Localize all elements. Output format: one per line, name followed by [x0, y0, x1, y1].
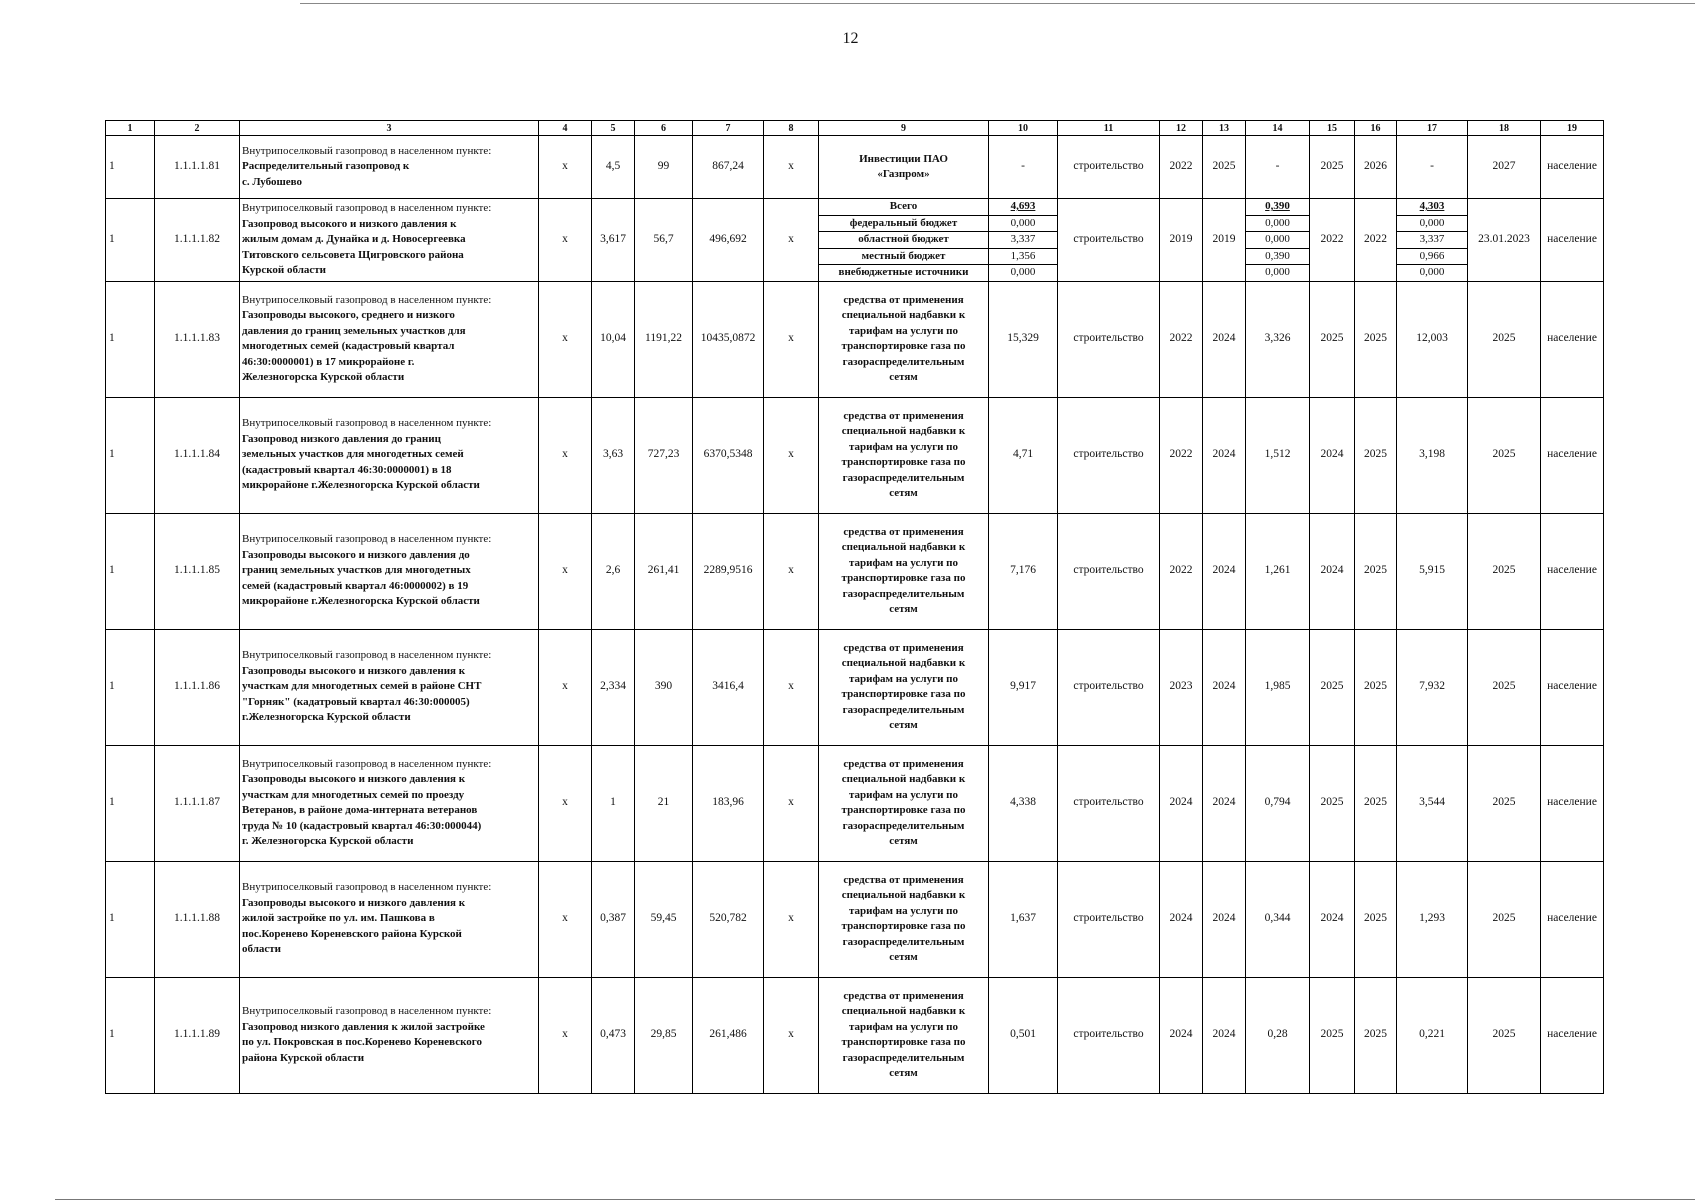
cell-c17: 3,544: [1397, 745, 1468, 861]
cell-c12: 2022: [1160, 397, 1203, 513]
cell-c4: x: [539, 745, 592, 861]
cell-c19: население: [1541, 861, 1604, 977]
funding-source: Инвестиции ПАО «Газпром»: [819, 136, 989, 199]
cell-c13: 2024: [1203, 861, 1246, 977]
cell-c11: строительство: [1058, 629, 1160, 745]
cell-c1: 1: [106, 513, 155, 629]
breakdown-item: 0,000: [1010, 266, 1036, 278]
cell-c18: 2025: [1468, 629, 1541, 745]
cell-c12: 2022: [1160, 136, 1203, 199]
cell-c11: строительство: [1058, 136, 1160, 199]
cell-c8: x: [764, 977, 819, 1093]
cell-c14: -: [1246, 136, 1310, 199]
cell-c16: 2022: [1355, 199, 1397, 282]
cell-c15: 2024: [1310, 861, 1355, 977]
header-cell-12: 12: [1160, 121, 1203, 136]
header-cell-9: 9: [819, 121, 989, 136]
header-cell-11: 11: [1058, 121, 1160, 136]
cell-c15: 2025: [1310, 281, 1355, 397]
cell-c18: 2027: [1468, 136, 1541, 199]
breakdown-item: 0,966: [1397, 249, 1467, 266]
object-name-details: Газопроводы высокого и низкого давления к участкам для многодетных семей по проезду Ветеранов, в районе дома-интерната ветеранов труда № 10 (кадастровый квартал 46:30:000044) г. Железногорска Курской области: [242, 773, 482, 847]
cell-code: 1.1.1.1.83: [155, 281, 240, 397]
cell-c14: 3,326: [1246, 281, 1310, 397]
cell-c14-breakdown: [1246, 199, 1310, 282]
breakdown-item: 4,693: [989, 199, 1057, 216]
cell-c12: 2022: [1160, 281, 1203, 397]
cell-c4: x: [539, 977, 592, 1093]
cell-c8: x: [764, 281, 819, 397]
header-cell-4: 4: [539, 121, 592, 136]
cell-c7: 520,782: [693, 861, 764, 977]
object-name: [240, 199, 539, 282]
cell-code: 1.1.1.1.89: [155, 977, 240, 1093]
cell-c8: x: [764, 136, 819, 199]
cell-c6: 390: [635, 629, 693, 745]
table-row: [106, 199, 1604, 282]
header-cell-3: 3: [240, 121, 539, 136]
cell-c16: 2025: [1355, 629, 1397, 745]
cell-c10: -: [989, 136, 1058, 199]
cell-c11: строительство: [1058, 199, 1160, 282]
cell-c10: 4,71: [989, 397, 1058, 513]
header-cell-14: 14: [1246, 121, 1310, 136]
cell-c12: 2023: [1160, 629, 1203, 745]
object-name-details: Распределительный газопровод к с. Лубошево: [242, 160, 410, 188]
funding-source: средства от применения специальной надбавки к тарифам на услуги по транспортировке газа по газораспределительным сетям: [819, 629, 989, 745]
breakdown-item: 1,356: [989, 249, 1057, 266]
object-name-details: Газопроводы высокого и низкого давления к жилой застройке по ул. им. Пашкова в пос.Кореневo Кореневского района Курской области: [242, 896, 466, 956]
cell-c10: 1,637: [989, 861, 1058, 977]
object-name: [240, 977, 539, 1093]
cell-c17-breakdown: [1397, 199, 1468, 282]
cell-c17: 7,932: [1397, 629, 1468, 745]
breakdown-item: 0,000: [1265, 266, 1290, 278]
cell-c14: 0,794: [1246, 745, 1310, 861]
cell-c18: 2025: [1468, 745, 1541, 861]
cell-c6: 56,7: [635, 199, 693, 282]
cell-c18: 2025: [1468, 977, 1541, 1093]
cell-c13: 2024: [1203, 745, 1246, 861]
cell-code: 1.1.1.1.87: [155, 745, 240, 861]
header-cell-16: 16: [1355, 121, 1397, 136]
cell-c14: 1,512: [1246, 397, 1310, 513]
cell-c4: x: [539, 199, 592, 282]
cell-c13: 2019: [1203, 199, 1246, 282]
page-number: 12: [842, 30, 859, 47]
cell-c5: 4,5: [592, 136, 635, 199]
cell-c18: 2025: [1468, 281, 1541, 397]
cell-c16: 2025: [1355, 281, 1397, 397]
funding-breakdown: [989, 199, 1057, 281]
cell-c12: 2022: [1160, 513, 1203, 629]
cell-c16: 2025: [1355, 745, 1397, 861]
cell-c11: строительство: [1058, 745, 1160, 861]
header-cell-2: 2: [155, 121, 240, 136]
cell-c7: 183,96: [693, 745, 764, 861]
header-cell-19: 19: [1541, 121, 1604, 136]
header-cell-7: 7: [693, 121, 764, 136]
header-cell-6: 6: [635, 121, 693, 136]
cell-c15: 2022: [1310, 199, 1355, 282]
cell-c1: 1: [106, 745, 155, 861]
breakdown-item: 0,000: [1397, 216, 1467, 233]
cell-c1: 1: [106, 281, 155, 397]
table-row: [106, 397, 1604, 513]
cell-c7: 496,692: [693, 199, 764, 282]
cell-c10: 4,338: [989, 745, 1058, 861]
investment-table: [105, 120, 1604, 1094]
cell-c10-breakdown: [989, 199, 1058, 282]
cell-c15: 2025: [1310, 629, 1355, 745]
cell-c5: 2,6: [592, 513, 635, 629]
header-cell-8: 8: [764, 121, 819, 136]
cell-c7: 6370,5348: [693, 397, 764, 513]
cell-c5: 0,387: [592, 861, 635, 977]
cell-c18: 2025: [1468, 513, 1541, 629]
cell-c11: строительство: [1058, 281, 1160, 397]
cell-c13: 2024: [1203, 513, 1246, 629]
header-cell-10: 10: [989, 121, 1058, 136]
cell-c14: 1,261: [1246, 513, 1310, 629]
object-name: [240, 745, 539, 861]
cell-code: 1.1.1.1.85: [155, 513, 240, 629]
cell-c4: x: [539, 629, 592, 745]
cell-c14: 0,344: [1246, 861, 1310, 977]
breakdown-item: 0,000: [1246, 232, 1309, 249]
cell-c14: 0,28: [1246, 977, 1310, 1093]
funding-source: средства от применения специальной надбавки к тарифам на услуги по транспортировке газа по газораспределительным сетям: [819, 513, 989, 629]
cell-c1: 1: [106, 861, 155, 977]
breakdown-item: 0,000: [989, 216, 1057, 233]
cell-c1: 1: [106, 199, 155, 282]
cell-c5: 2,334: [592, 629, 635, 745]
cell-c5: 3,617: [592, 199, 635, 282]
object-name: [240, 136, 539, 199]
header-cell-1: 1: [106, 121, 155, 136]
cell-c17: 12,003: [1397, 281, 1468, 397]
object-name: [240, 861, 539, 977]
cell-code: 1.1.1.1.81: [155, 136, 240, 199]
object-name: [240, 397, 539, 513]
cell-c5: 1: [592, 745, 635, 861]
breakdown-item: федеральный бюджет: [819, 216, 988, 233]
header-cell-5: 5: [592, 121, 635, 136]
object-name: [240, 281, 539, 397]
object-name-details: Газопровод низкого давления до границ земельных участков для многодетных семей (кадастровый квартал 46:30:0000001) в 18 микрорайоне г.Железногорска Курской области: [242, 432, 480, 492]
cell-c19: население: [1541, 513, 1604, 629]
cell-c15: 2024: [1310, 513, 1355, 629]
table-row: [106, 136, 1604, 199]
breakdown-item: внебюджетные источники: [838, 266, 969, 278]
cell-c18: 2025: [1468, 397, 1541, 513]
cell-c4: x: [539, 397, 592, 513]
table-row: [106, 513, 1604, 629]
object-name-type: Внутрипоселковый газопровод в населенном пункте:: [242, 649, 492, 662]
cell-c12: 2024: [1160, 745, 1203, 861]
cell-c10: 9,917: [989, 629, 1058, 745]
funding-source: средства от применения специальной надбавки к тарифам на услуги по транспортировке газа по газораспределительным сетям: [819, 281, 989, 397]
cell-c18: 2025: [1468, 861, 1541, 977]
cell-c6: 29,85: [635, 977, 693, 1093]
breakdown-item: областной бюджет: [819, 232, 988, 249]
cell-c15: 2025: [1310, 977, 1355, 1093]
cell-c19: население: [1541, 199, 1604, 282]
funding-breakdown: [819, 199, 988, 281]
table-row: [106, 745, 1604, 861]
cell-c17: 5,915: [1397, 513, 1468, 629]
funding-breakdown: [1397, 199, 1467, 281]
object-name-type: Внутрипоселковый газопровод в населенном пункте:: [242, 202, 492, 214]
object-name-details: Газопроводы высокого и низкого давления к участкам для многодетных семей в районе СНТ "Горняк" (кадатровый квартал 46:30:000005) г.Железногорска Курской области: [242, 664, 482, 724]
cell-c16: 2025: [1355, 861, 1397, 977]
cell-c8: x: [764, 745, 819, 861]
cell-c6: 59,45: [635, 861, 693, 977]
cell-c11: строительство: [1058, 861, 1160, 977]
cell-c11: строительство: [1058, 513, 1160, 629]
table-row: [106, 281, 1604, 397]
cell-c5: 3,63: [592, 397, 635, 513]
cell-c19: население: [1541, 629, 1604, 745]
cell-c5: 10,04: [592, 281, 635, 397]
cell-c8: x: [764, 861, 819, 977]
cell-c19: население: [1541, 397, 1604, 513]
cell-c8: x: [764, 629, 819, 745]
cell-c8: x: [764, 397, 819, 513]
cell-c13: 2024: [1203, 281, 1246, 397]
breakdown-item: местный бюджет: [819, 249, 988, 266]
cell-c4: x: [539, 136, 592, 199]
cell-c17: 0,221: [1397, 977, 1468, 1093]
cell-c6: 261,41: [635, 513, 693, 629]
breakdown-item: 4,303: [1397, 199, 1467, 216]
cell-c19: население: [1541, 136, 1604, 199]
object-name-details: Газопровод низкого давления к жилой застройке по ул. Покровская в пос.Коренево Кореневского района Курской области: [242, 1020, 485, 1064]
cell-c17: 3,198: [1397, 397, 1468, 513]
object-name-type: Внутрипоселковый газопровод в населенном пункте:: [242, 144, 492, 157]
cell-c4: x: [539, 861, 592, 977]
cell-c15: 2024: [1310, 397, 1355, 513]
cell-c10: 7,176: [989, 513, 1058, 629]
cell-c18: 23.01.2023: [1468, 199, 1541, 282]
object-name: [240, 513, 539, 629]
cell-c14: 1,985: [1246, 629, 1310, 745]
cell-c13: 2024: [1203, 397, 1246, 513]
object-name-type: Внутрипоселковый газопровод в населенном пункте:: [242, 533, 492, 546]
table-row: [106, 629, 1604, 745]
cell-c1: 1: [106, 977, 155, 1093]
cell-code: 1.1.1.1.84: [155, 397, 240, 513]
table-row: [106, 861, 1604, 977]
funding-source: средства от применения специальной надбавки к тарифам на услуги по транспортировке газа по газораспределительным сетям: [819, 977, 989, 1093]
cell-c13: 2025: [1203, 136, 1246, 199]
cell-code: 1.1.1.1.88: [155, 861, 240, 977]
object-name-type: Внутрипоселковый газопровод в населенном пункте:: [242, 881, 492, 894]
breakdown-item: 3,337: [989, 232, 1057, 249]
cell-c11: строительство: [1058, 977, 1160, 1093]
object-name-type: Внутрипоселковый газопровод в населенном пункте:: [242, 757, 492, 770]
object-name-details: Газопроводы высокого и низкого давления до границ земельных участков для многодетных семей (кадастровый квартал 46:0000002) в 19 микрорайоне г.Железногорска Курской области: [242, 548, 480, 608]
breakdown-item: 0,000: [1419, 266, 1445, 278]
header-cell-13: 13: [1203, 121, 1246, 136]
cell-c4: x: [539, 281, 592, 397]
cell-c4: x: [539, 513, 592, 629]
cell-c10: 15,329: [989, 281, 1058, 397]
cell-c7: 2289,9516: [693, 513, 764, 629]
cell-c8: x: [764, 513, 819, 629]
cell-c7: 3416,4: [693, 629, 764, 745]
cell-c15: 2025: [1310, 745, 1355, 861]
cell-c17: -: [1397, 136, 1468, 199]
funding-breakdown: [1246, 199, 1309, 281]
cell-c7: 261,486: [693, 977, 764, 1093]
cell-c19: население: [1541, 745, 1604, 861]
breakdown-item: 3,337: [1397, 232, 1467, 249]
breakdown-item: Всего: [819, 199, 988, 216]
cell-c11: строительство: [1058, 397, 1160, 513]
cell-c17: 1,293: [1397, 861, 1468, 977]
header-row: [106, 121, 1604, 136]
header-cell-17: 17: [1397, 121, 1468, 136]
breakdown-item: 0,000: [1246, 216, 1309, 233]
table-row: [106, 977, 1604, 1093]
header-cell-15: 15: [1310, 121, 1355, 136]
funding-source: средства от применения специальной надбавки к тарифам на услуги по транспортировке газа по газораспределительным сетям: [819, 397, 989, 513]
header-cell-18: 18: [1468, 121, 1541, 136]
cell-c16: 2026: [1355, 136, 1397, 199]
cell-c19: население: [1541, 281, 1604, 397]
object-name-details: Газопроводы высокого, среднего и низкого давления до границ земельных участков для многодетных семей (кадастровый квартал 46:30:0000001) в 17 микрорайоне г. Железногорска Курской области: [242, 309, 466, 383]
cell-c8: x: [764, 199, 819, 282]
cell-c5: 0,473: [592, 977, 635, 1093]
breakdown-item: 0,390: [1246, 199, 1309, 216]
cell-c6: 727,23: [635, 397, 693, 513]
object-name-type: Внутрипоселковый газопровод в населенном пункте:: [242, 417, 492, 430]
cell-c12: 2024: [1160, 977, 1203, 1093]
breakdown-item: 0,390: [1246, 249, 1309, 266]
cell-c13: 2024: [1203, 629, 1246, 745]
cell-code: 1.1.1.1.86: [155, 629, 240, 745]
cell-c9-breakdown: [819, 199, 989, 282]
cell-c13: 2024: [1203, 977, 1246, 1093]
object-name-details: Газопровод высокого и низкого давления к жилым домам д. Дунайка и д. Новосергеевка Титовского сельсовета Щигровского района Курской области: [242, 217, 466, 276]
cell-c6: 1191,22: [635, 281, 693, 397]
cell-c19: население: [1541, 977, 1604, 1093]
cell-c1: 1: [106, 397, 155, 513]
cell-c12: 2024: [1160, 861, 1203, 977]
object-name-type: Внутрипоселковый газопровод в населенном пункте:: [242, 1005, 492, 1017]
cell-c16: 2025: [1355, 977, 1397, 1093]
object-name: [240, 629, 539, 745]
cell-c6: 99: [635, 136, 693, 199]
cell-c1: 1: [106, 629, 155, 745]
cell-c16: 2025: [1355, 397, 1397, 513]
cell-c7: 867,24: [693, 136, 764, 199]
cell-c15: 2025: [1310, 136, 1355, 199]
cell-c12: 2019: [1160, 199, 1203, 282]
funding-source: средства от применения специальной надбавки к тарифам на услуги по транспортировке газа по газораспределительным сетям: [819, 745, 989, 861]
cell-c10: 0,501: [989, 977, 1058, 1093]
cell-c1: 1: [106, 136, 155, 199]
scan-top-edge: [300, 3, 1695, 4]
cell-c16: 2025: [1355, 513, 1397, 629]
object-name-type: Внутрипоселковый газопровод в населенном пункте:: [242, 293, 492, 306]
funding-source: средства от применения специальной надбавки к тарифам на услуги по транспортировке газа по газораспределительным сетям: [819, 861, 989, 977]
cell-code: 1.1.1.1.82: [155, 199, 240, 282]
cell-c6: 21: [635, 745, 693, 861]
cell-c7: 10435,0872: [693, 281, 764, 397]
